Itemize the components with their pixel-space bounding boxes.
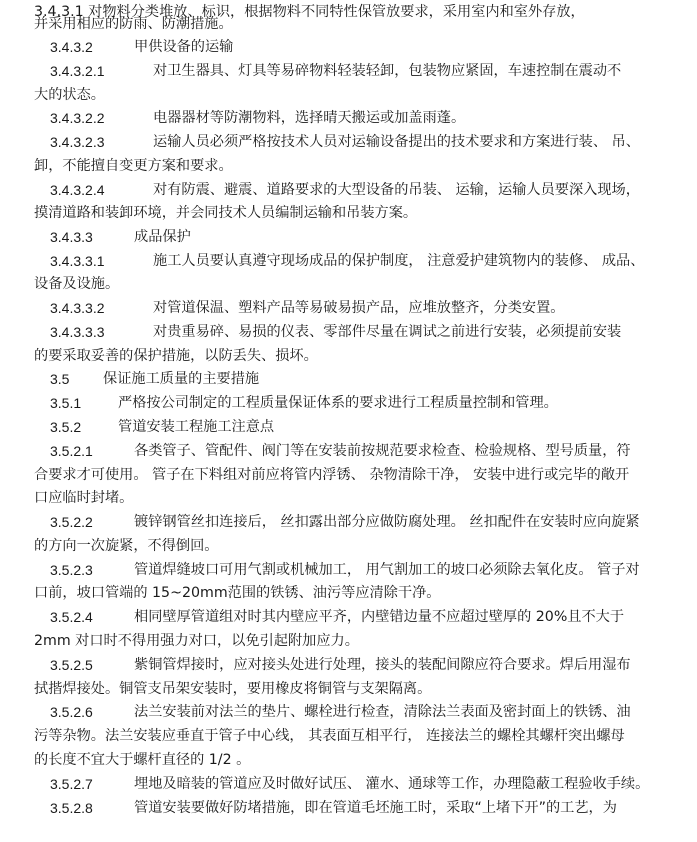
numbered-line xyxy=(0,391,697,415)
section-number: 3.5.2.2 xyxy=(50,514,93,530)
paragraph-text: 摸清道路和装卸环境，并会同技术人员编制运输和吊装方案。 xyxy=(34,205,418,221)
continuation-line xyxy=(0,201,697,225)
section-text: 各类管子、管配件、阀门等在安装前按规范要求检查、检验规格、型号质量，符 xyxy=(134,443,631,459)
numbered-line xyxy=(0,558,697,582)
paragraph-text: 的要采取妥善的保护措施，以防丢失、损坏。 xyxy=(34,348,318,364)
continuation-line xyxy=(0,83,697,107)
paragraph-text: 2mm 对口时不得用强力对口，以免引起附加应力。 xyxy=(34,633,359,649)
section-text: 保证施工质量的主要措施 xyxy=(103,371,260,387)
numbered-line xyxy=(0,367,697,391)
section-number: 3.5.2.4 xyxy=(50,609,93,625)
section-number: 3.4.3.2 xyxy=(50,39,93,55)
section-number: 3.4.3.2.1 xyxy=(50,63,105,79)
continuation-line xyxy=(0,629,697,653)
section-text: 管道安装要做好防堵措施，即在管道毛坯施工时，采取“上堵下开”的工艺，为 xyxy=(134,800,617,816)
section-text: 甲供设备的运输 xyxy=(134,39,234,55)
paragraph-text: 并采用相应的防雨、防潮措施。 xyxy=(34,16,233,32)
section-number: 3.5 xyxy=(50,371,70,387)
numbered-line xyxy=(0,653,697,677)
section-number: 3.4.3.3.2 xyxy=(50,300,105,316)
section-number: 3.4.3.2.4 xyxy=(50,182,105,198)
section-number: 3.5.2.7 xyxy=(50,776,93,792)
section-text: 对卫生器具、灯具等易碎物料轻装轻卸，包装物应紧固，车速控制在震动不 xyxy=(153,63,622,79)
section-number: 3.5.2.1 xyxy=(50,443,93,459)
section-number: 3.4.3.2.3 xyxy=(50,134,105,150)
numbered-line xyxy=(0,415,697,439)
continuation-line xyxy=(0,463,697,487)
section-number: 3.5.2 xyxy=(50,419,82,435)
paragraph-text: 大的状态。 xyxy=(34,87,105,103)
paragraph-text: 的方向一次旋紧，不得倒回。 xyxy=(34,538,219,554)
section-text: 法兰安装前对法兰的垫片、螺栓进行检查，清除法兰表面及密封面上的铁锈、油 xyxy=(134,704,631,720)
paragraph-text: 的长度不宜大于螺杆直径的 1/2 。 xyxy=(34,752,251,768)
numbered-line xyxy=(0,510,697,534)
continuation-line xyxy=(0,677,697,701)
section-text: 对管道保温、塑料产品等易破易损产品，应堆放整齐，分类安置。 xyxy=(153,300,565,316)
paragraph-text: 拭揩焊接处。铜管支吊架安装时，要用橡皮将铜管与支架隔离。 xyxy=(34,681,432,697)
paragraph-text: 口应临时封堵。 xyxy=(34,490,134,506)
continuation-line xyxy=(0,724,697,748)
numbered-line xyxy=(0,249,697,273)
numbered-line xyxy=(0,59,697,83)
partially-visible-line: 3.4.3.1 对物料分类堆放、标识，根据物料不同特性保管放要求，采用室内和室外存放， xyxy=(34,4,585,20)
continuation-line xyxy=(0,534,697,558)
numbered-line xyxy=(0,439,697,463)
section-number: 3.4.3.2.2 xyxy=(50,110,105,126)
continuation-line xyxy=(0,748,697,772)
continuation-line xyxy=(0,344,697,368)
section-text: 电器器材等防潮物料，选择晴天搬运或加盖雨蓬。 xyxy=(153,110,466,126)
section-text: 埋地及暗装的管道应及时做好试压、 灌水、通球等工作，办理隐蔽工程验收手续。 xyxy=(134,776,650,792)
section-number: 3.5.2.6 xyxy=(50,704,93,720)
section-text: 成品保护 xyxy=(134,229,191,245)
section-text: 镀锌钢管丝扣连接后， 丝扣露出部分应做防腐处理。 丝扣配件在安装时应向旋紧 xyxy=(134,514,640,530)
continuation-line xyxy=(0,154,697,178)
numbered-line xyxy=(0,106,697,130)
section-number: 3.5.2.3 xyxy=(50,562,93,578)
section-text: 对有防震、避震、道路要求的大型设备的吊装、 运输，运输人员要深入现场， xyxy=(153,182,640,198)
section-text: 运输人员必须严格按技术人员对运输设备提出的技术要求和方案进行装、 吊、 xyxy=(153,134,640,150)
paragraph-text: 口前，坡口管端的 15~20mm范围的铁锈、油污等应清除干净。 xyxy=(34,585,441,601)
paragraph-text: 污等杂物。法兰安装应垂直于管子中心线， 其表面互相平行， 连接法兰的螺栓其螺杆突出螺母 xyxy=(34,728,625,744)
section-number: 3.5.1 xyxy=(50,395,82,411)
section-text: 对贵重易碎、易损的仪表、零部件尽量在调试之前进行安装，必须提前安装 xyxy=(153,324,622,340)
section-number: 3.4.3.3.1 xyxy=(50,253,105,269)
section-number: 3.5.2.8 xyxy=(50,800,93,816)
section-text: 施工人员要认真遵守现场成品的保护制度， 注意爱护建筑物内的装修、 成品、 xyxy=(153,253,645,269)
numbered-line xyxy=(0,796,697,820)
continuation-line xyxy=(0,581,697,605)
section-text: 相同壁厚管道组对时其内壁应平齐，内壁错边量不应超过壁厚的 20%且不大于 xyxy=(134,609,625,625)
section-number: 3.5.2.5 xyxy=(50,657,93,673)
numbered-line xyxy=(0,178,697,202)
numbered-line xyxy=(0,772,697,796)
numbered-line xyxy=(0,225,697,249)
continuation-line xyxy=(0,4,697,36)
section-text: 管道焊缝坡口可用气割或机械加工， 用气割加工的坡口必须除去氧化皮。 管子对 xyxy=(134,562,640,578)
numbered-line xyxy=(0,700,697,724)
section-number: 3.4.3.3.3 xyxy=(50,324,105,340)
section-number: 3.4.3.3 xyxy=(50,229,93,245)
section-text: 管道安装工程施工注意点 xyxy=(118,419,275,435)
continuation-line xyxy=(0,272,697,296)
paragraph-text: 卸，不能擅自变更方案和要求。 xyxy=(34,158,233,174)
section-text: 紫铜管焊接时，应对接头处进行处理，接头的装配间隙应符合要求。焊后用湿布 xyxy=(134,657,631,673)
paragraph-text: 设备及设施。 xyxy=(34,276,120,292)
numbered-line xyxy=(0,130,697,154)
numbered-line xyxy=(0,320,697,344)
numbered-line xyxy=(0,296,697,320)
numbered-line xyxy=(0,35,697,59)
continuation-line xyxy=(0,486,697,510)
numbered-line xyxy=(0,605,697,629)
section-text: 严格按公司制定的工程质量保证体系的要求进行工程质量控制和管理。 xyxy=(118,395,558,411)
paragraph-text: 合要求才可使用。 管子在下料组对前应将管内浮锈、 杂物清除干净， 安装中进行或完毕的敞开 xyxy=(34,467,630,483)
